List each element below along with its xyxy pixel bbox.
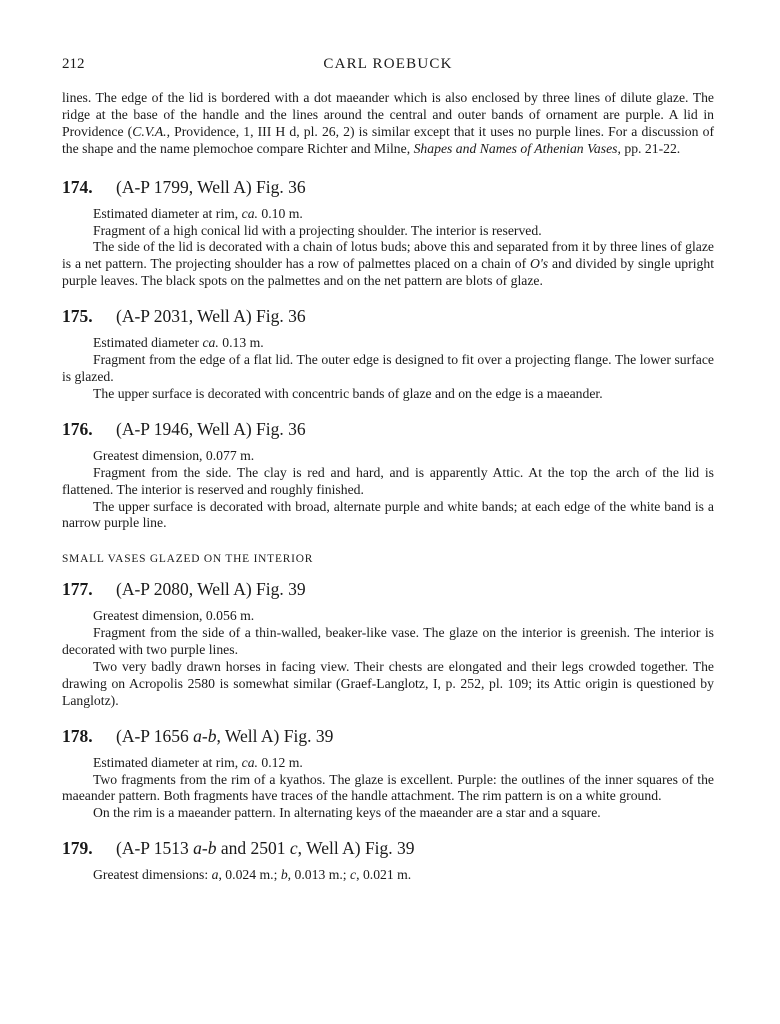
entry-paragraph: Fragment from the edge of a flat lid. The outer edge is designed to fit over a projecting flange. The lower surface is glazed. [62, 352, 714, 384]
entry-paragraph: The side of the lid is decorated with a chain of lotus buds; above this and separated from it by three lines of glaze is a net pattern. The projecting shoulder has a row of palmettes placed on a chain of O's and divided by single upright purple leaves. The black spots on the palmettes and on the net pattern are blots of glaze. [62, 239, 714, 289]
entry-paragraph: Estimated diameter ca. 0.13 m. [93, 335, 264, 351]
italic-text: b [280, 867, 288, 883]
entry-heading [62, 725, 714, 747]
entry-number: 178. [62, 725, 93, 746]
intro-paragraph: lines. The edge of the lid is bordered with a dot maeander which is also enclosed by three lines of dilute glaze. The ridge at the base of the handle and the lines around the central and outer bands of ornament are purple. A lid in Providence (C.V.A., Providence, 1, III H d, pl. 26, 2) is similar except that it uses no purple lines. For a discussion of the shape and the name plemochoe compare Richter and Milne, Shapes and Names of Athenian Vases, pp. 21-22. [62, 90, 714, 156]
entry-paragraph: Fragment from the side. The clay is red and hard, and is apparently Attic. At the top the arch of the lid is flattened. The interior is reserved and roughly finished. [62, 464, 714, 497]
entry-paragraph: On the rim is a maeander pattern. In alternating keys of the maeander are a star and a square. [93, 805, 601, 821]
catalogue-entry [62, 578, 714, 709]
entry-reference: (A-P 1799, Well A) Fig. 36 [116, 176, 306, 197]
italic-text: O's [530, 256, 549, 272]
page-number: 212 [62, 56, 85, 72]
entry-paragraph: Greatest dimension, 0.077 m. [93, 447, 255, 463]
italic-text: ca. [241, 754, 258, 770]
italic-text: a [211, 867, 219, 883]
entry-paragraph: Two fragments from the rim of a kyathos. The glaze is excellent. Purple: the outlines of the inner squares of the maeander pattern. Both fragments have traces of the handle attachment. The rim pattern is on a white ground. [62, 771, 714, 804]
article-body [62, 90, 714, 884]
entry-number: 179. [62, 838, 93, 859]
entry-reference: (A-P 2080, Well A) Fig. 39 [116, 579, 306, 600]
entry-paragraph: Greatest dimensions: a, 0.024 m.; b, 0.013 m.; c, 0.021 m. [93, 867, 412, 883]
entry-reference: (A-P 1656 a-b, Well A) Fig. 39 [116, 725, 334, 746]
italic-text: a-b [193, 725, 217, 746]
italic-text: c [289, 838, 298, 859]
italic-text: ca. [241, 205, 258, 221]
entry-reference: (A-P 2031, Well A) Fig. 36 [116, 306, 306, 327]
entry-number: 175. [62, 306, 93, 327]
entry-number: 177. [62, 579, 93, 600]
italic-text: c [350, 867, 357, 883]
catalogue-entry [62, 176, 714, 291]
entry-paragraph: Estimated diameter at rim, ca. 0.10 m. [93, 205, 303, 221]
section-heading: SMALL VASES GLAZED ON THE INTERIOR [62, 553, 314, 566]
catalogue-entry [62, 418, 714, 533]
italic-text: Shapes and Names of Athenian Vases [413, 140, 618, 156]
entry-heading [62, 418, 714, 440]
entry-paragraph: Fragment from the side of a thin-walled, beaker-like vase. The glaze on the interior is greenish. The interior is decorated with two purple lines. [62, 625, 714, 658]
entry-heading [62, 305, 714, 327]
italic-text: a-b [193, 838, 217, 859]
entry-paragraph: Greatest dimension, 0.056 m. [93, 608, 255, 624]
entry-heading [62, 176, 714, 198]
catalogue-entry [62, 305, 714, 403]
italic-text: C.V.A. [132, 123, 167, 139]
entry-heading [62, 837, 714, 859]
italic-text: ca. [202, 335, 219, 351]
entry-reference: (A-P 1946, Well A) Fig. 36 [116, 418, 306, 439]
running-head [62, 56, 714, 78]
entry-number: 174. [62, 176, 93, 197]
running-title: CARL ROEBUCK [323, 56, 453, 72]
entry-paragraph: Two very badly drawn horses in facing view. Their chests are elongated and their legs crowded together. The drawing on Acropolis 2580 is somewhat similar (Graef-Langlotz, I, p. 252, pl. 109; its Attic origin is questioned by Langlotz). [62, 658, 714, 708]
entry-paragraph: Estimated diameter at rim, ca. 0.12 m. [93, 754, 303, 770]
entry-paragraph: Fragment of a high conical lid with a projecting shoulder. The interior is reserved. [93, 222, 542, 238]
entry-paragraph: The upper surface is decorated with concentric bands of glaze and on the edge is a maeander. [93, 385, 603, 401]
entry-number: 176. [62, 418, 93, 439]
catalogue-entry [62, 725, 714, 823]
entry-paragraph: The upper surface is decorated with broad, alternate purple and white bands; at each edge of the white band is a narrow purple line. [62, 498, 714, 531]
entry-reference: (A-P 1513 a-b and 2501 c, Well A) Fig. 39 [116, 838, 415, 859]
catalogue-entry [62, 837, 714, 884]
entry-heading [62, 578, 714, 600]
